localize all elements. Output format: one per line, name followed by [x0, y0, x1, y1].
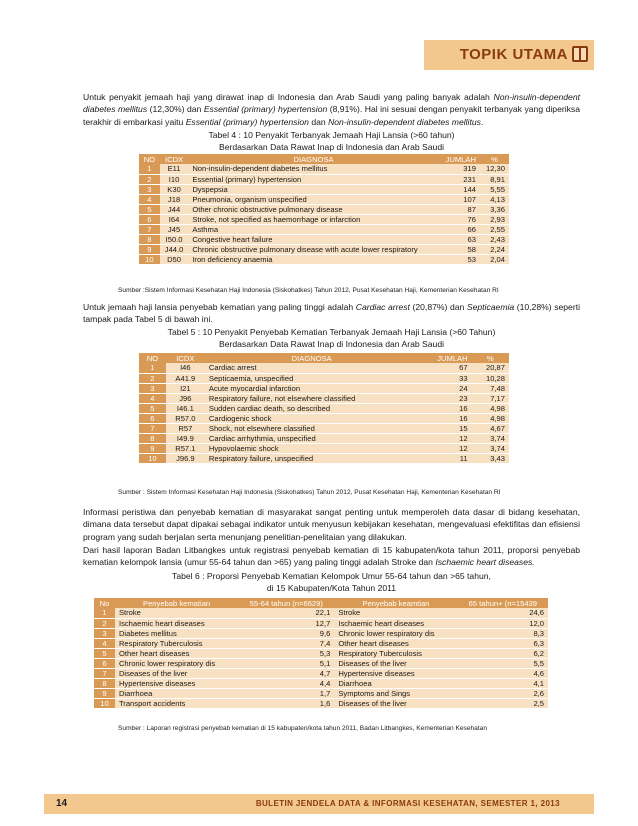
table-cell: 24 — [419, 383, 472, 393]
table-cell: 5,1 — [238, 658, 334, 668]
table-cell: 16 — [419, 413, 472, 423]
table4-header-cell: NO — [139, 154, 160, 164]
table-row — [139, 433, 509, 443]
table-cell: Chronic obstructive pulmonary disease with acute lower respiratory — [188, 244, 438, 254]
table-cell: 9,6 — [238, 628, 334, 638]
table-cell: K30 — [160, 184, 189, 194]
table-cell: 76 — [439, 214, 480, 224]
table-cell: 6 — [139, 214, 160, 224]
table4-header-cell: % — [480, 154, 509, 164]
table-row — [139, 403, 509, 413]
table-cell: 2,43 — [480, 234, 509, 244]
table-cell: J45 — [160, 224, 189, 234]
table-cell: 2,24 — [480, 244, 509, 254]
table6-header-cell: No — [94, 598, 115, 608]
table-cell: 66 — [439, 224, 480, 234]
table6 — [94, 598, 548, 709]
table-cell: I49.9 — [166, 433, 205, 443]
table-row — [139, 393, 509, 403]
table-cell: 3,36 — [480, 204, 509, 214]
table-cell: Asthma — [188, 224, 438, 234]
table-cell: 58 — [439, 244, 480, 254]
table-cell: 4,7 — [238, 668, 334, 678]
table-row — [139, 423, 509, 433]
table-cell: Diabetes mellitus — [115, 628, 238, 638]
table-cell: I21 — [166, 383, 205, 393]
table-cell: Hypertensive diseases — [334, 668, 457, 678]
table5 — [139, 353, 509, 464]
table-row — [139, 164, 509, 174]
paragraph-3: Informasi peristiwa dan penyebab kematian di masyarakat sangat penting untuk memperoleh data dasar di bidang kesehatan, dimana data tersebut dapat dipakai sebagai indikator untuk menyusun kebijakan kesehatan, mengevaluasi efektifitas dan efisiensi program yang sudah berjalan serta menunjang penelitian-penelitaian yang dilakukan. — [83, 507, 580, 542]
table-cell: 5,5 — [458, 658, 548, 668]
table-cell: 6 — [94, 658, 115, 668]
table-cell: 67 — [419, 363, 472, 373]
paragraph-4: Dari hasil laporan Badan Litbangkes untuk registrasi penyebab kematian di 15 kabupaten/kota tahun 2011, proporsi penyebab kematian kelompok lansia (umur 55-64 tahun dan >65) yang paling tinggi adalah Stroke dan Ischaemic heart diseases. — [83, 545, 580, 568]
table-cell: Cardiac arrest — [205, 363, 419, 373]
table-row — [139, 443, 509, 453]
table-cell: R57 — [166, 423, 205, 433]
table-cell: Ischaemic heart diseases — [334, 618, 457, 628]
table-row — [139, 373, 509, 383]
table-cell: I50.0 — [160, 234, 189, 244]
table-cell: Cardiac arrhythmia, unspecified — [205, 433, 419, 443]
table-cell: Diseases of the liver — [334, 698, 457, 708]
table-cell: Respiratory failure, not elsewhere classified — [205, 393, 419, 403]
table-cell: 8,91 — [480, 174, 509, 184]
table5-header-cell: DIAGNOSA — [205, 353, 419, 363]
table-cell: 4,98 — [472, 403, 509, 413]
table-cell: Acute myocardial infarction — [205, 383, 419, 393]
table-cell: Respiratory failure, unspecified — [205, 453, 419, 463]
table-cell: 6,3 — [458, 638, 548, 648]
table6-source: Sumber : Laporan registrasi penyebab kematian di 15 kabupaten/kota tahun 2011, Badan Litbangkes, Kementerian Kesehatan — [118, 725, 488, 732]
table-cell: 2,04 — [480, 254, 509, 264]
table4-header-cell: DIAGNOSA — [188, 154, 438, 164]
table-cell: R57.1 — [166, 443, 205, 453]
table-cell: A41.9 — [166, 373, 205, 383]
table-row — [94, 658, 548, 668]
table-cell: 87 — [439, 204, 480, 214]
table-cell: 23 — [419, 393, 472, 403]
table-cell: 1,7 — [238, 688, 334, 698]
table-cell: 5 — [139, 204, 160, 214]
table-cell: Symptoms and Sings — [334, 688, 457, 698]
table-cell: 1 — [139, 363, 166, 373]
table-cell: 8 — [94, 678, 115, 688]
table-cell: 53 — [439, 254, 480, 264]
table-cell: 4 — [139, 393, 166, 403]
table-row — [94, 628, 548, 638]
table-cell: 319 — [439, 164, 480, 174]
table-cell: 4,13 — [480, 194, 509, 204]
table-cell: 5 — [94, 648, 115, 658]
table6-header-cell: Penyebab keamtian — [334, 598, 457, 608]
table-cell: 2 — [139, 174, 160, 184]
table-cell: Stroke — [115, 608, 238, 618]
table5-header-cell: % — [472, 353, 509, 363]
table-cell: 7 — [94, 668, 115, 678]
table6-caption: Tabel 6 : Proporsi Penyebab Kematian Kelompok Umur 55-64 tahun dan >65 tahun, di 15 Kabupaten/Kota Tahun 2011 — [172, 571, 491, 593]
table-row — [139, 383, 509, 393]
table-row — [139, 224, 509, 234]
table5-caption: Tabel 5 : 10 Penyakit Penyebab Kematian Terbanyak Jemaah Haji Lansia (>60 Tahun) Berdasarkan Data Rawat Inap di Indonesia dan Arab Saudi — [167, 327, 496, 349]
table-cell: 12,30 — [480, 164, 509, 174]
table-cell: 3 — [139, 184, 160, 194]
table-cell: 6,2 — [458, 648, 548, 658]
table-cell: I10 — [160, 174, 189, 184]
section-title: TOPIK UTAMA — [459, 46, 568, 63]
table-row — [139, 174, 509, 184]
table-row — [94, 678, 548, 688]
table-cell: Shock, not elsewhere classified — [205, 423, 419, 433]
table6-header-cell: 65 tahun+ (n=15439 — [458, 598, 548, 608]
table-row — [94, 638, 548, 648]
table-cell: Transport accidents — [115, 698, 238, 708]
table-cell: 4 — [94, 638, 115, 648]
table5-source: Sumber : Sistem Informasi Kesehatan Haji Indonesia (Siskohatkes) Tahun 2012, Pusat Kesehatan Haji, Kementerian Kesehatan RI — [118, 489, 501, 496]
table-cell: 9 — [139, 443, 166, 453]
table-cell: 3,43 — [472, 453, 509, 463]
table-cell: 12,7 — [238, 618, 334, 628]
table-cell: Stroke, not specified as haemorrhage or infarction — [188, 214, 438, 224]
table-cell: 12,0 — [458, 618, 548, 628]
table-cell: I46 — [166, 363, 205, 373]
table-cell: Chronic lower respiratory dis — [334, 628, 457, 638]
table-cell: E11 — [160, 164, 189, 174]
table-cell: 2,93 — [480, 214, 509, 224]
table-row — [139, 194, 509, 204]
table-cell: J44.0 — [160, 244, 189, 254]
table-cell: 10 — [139, 254, 160, 264]
table-cell: J96.9 — [166, 453, 205, 463]
table-cell: 33 — [419, 373, 472, 383]
table-cell: 144 — [439, 184, 480, 194]
table6-header-cell: Penyebab kematian — [115, 598, 238, 608]
table-cell: 16 — [419, 403, 472, 413]
table-cell: 2 — [94, 618, 115, 628]
table-cell: Other heart diseases — [115, 648, 238, 658]
table-row — [139, 214, 509, 224]
table-cell: 4,4 — [238, 678, 334, 688]
table5-header-cell: NO — [139, 353, 166, 363]
table-row — [139, 244, 509, 254]
table-cell: 63 — [439, 234, 480, 244]
table-cell: I64 — [160, 214, 189, 224]
table-cell: 15 — [419, 423, 472, 433]
table-cell: Respiratory Tuberculosis — [334, 648, 457, 658]
table-cell: 4 — [139, 194, 160, 204]
table-cell: 7 — [139, 423, 166, 433]
table-cell: 1 — [94, 608, 115, 618]
table-cell: 7 — [139, 224, 160, 234]
table-cell: 5,55 — [480, 184, 509, 194]
table-cell: Respiratory Tuberculosis — [115, 638, 238, 648]
table5-header-cell: JUMLAH — [419, 353, 472, 363]
table-cell: 3 — [139, 383, 166, 393]
table-cell: 6 — [139, 413, 166, 423]
table4-caption: Tabel 4 : 10 Penyakit Terbanyak Jemaah Haji Lansia (>60 tahun) Berdasarkan Data Rawat Inap di Indonesia dan Arab Saudi — [208, 130, 455, 152]
table-cell: 8 — [139, 433, 166, 443]
table-cell: 2,5 — [458, 698, 548, 708]
table4-header-cell: JUMLAH — [439, 154, 480, 164]
table-cell: 4,1 — [458, 678, 548, 688]
table-cell: 2 — [139, 373, 166, 383]
table-row — [94, 668, 548, 678]
table-cell: J18 — [160, 194, 189, 204]
table-row — [94, 688, 548, 698]
page-number: 14 — [56, 798, 68, 809]
table-cell: Non-insulin-dependent diabetes mellitus — [188, 164, 438, 174]
table-row — [139, 254, 509, 264]
table-cell: 4,67 — [472, 423, 509, 433]
table-cell: 10 — [139, 453, 166, 463]
table-cell: Hypertensive diseases — [115, 678, 238, 688]
table-cell: 231 — [439, 174, 480, 184]
table-cell: 22,1 — [238, 608, 334, 618]
table4-header-cell: ICDX — [160, 154, 189, 164]
table-cell: 11 — [419, 453, 472, 463]
bulletin-title: BULETIN JENDELA DATA & INFORMASI KESEHATAN, SEMESTER 1, 2013 — [255, 799, 560, 808]
table-cell: Other chronic obstructive pulmonary disease — [188, 204, 438, 214]
table-row — [139, 184, 509, 194]
table-cell: Iron deficiency anaemia — [188, 254, 438, 264]
table-cell: 4,98 — [472, 413, 509, 423]
table-cell: Dyspepsia — [188, 184, 438, 194]
top-margin — [0, 0, 638, 40]
table-cell: I46.1 — [166, 403, 205, 413]
table-cell: Congestive heart failure — [188, 234, 438, 244]
table-cell: Hypovolaemic shock — [205, 443, 419, 453]
table-cell: J44 — [160, 204, 189, 214]
table-cell: 7,17 — [472, 393, 509, 403]
table-cell: 1 — [139, 164, 160, 174]
table-cell: J96 — [166, 393, 205, 403]
table-cell: 2,55 — [480, 224, 509, 234]
book-icon — [572, 46, 588, 62]
table-cell: 5 — [139, 403, 166, 413]
table-cell: 107 — [439, 194, 480, 204]
table-cell: Diseases of the liver — [334, 658, 457, 668]
table-cell: 3,74 — [472, 433, 509, 443]
table4-source: Sumber :Sistem Informasi Kesehatan Haji Indonesia (Siskohatkes) Tahun 2012, Pusat Kesehatan Haji, Kementerian Kesehatan RI — [118, 287, 499, 294]
table-cell: 2,6 — [458, 688, 548, 698]
table-cell: 5,3 — [238, 648, 334, 658]
table-row — [94, 648, 548, 658]
table-row — [139, 234, 509, 244]
table-cell: 10 — [94, 698, 115, 708]
table6-header-cell: 55-64 tahun (n=6629) — [238, 598, 334, 608]
table-row — [139, 204, 509, 214]
table5-header-cell: ICDX — [166, 353, 205, 363]
table-cell: Ischaemic heart diseases — [115, 618, 238, 628]
table-cell: R57.0 — [166, 413, 205, 423]
table-cell: 1,6 — [238, 698, 334, 708]
table-cell: 9 — [94, 688, 115, 698]
table-row — [94, 608, 548, 618]
table-cell: Diarrhoea — [334, 678, 457, 688]
table-cell: 8,3 — [458, 628, 548, 638]
table-cell: 10,28 — [472, 373, 509, 383]
intro-paragraph: Untuk penyakit jemaah haji yang dirawat inap di Indonesia dan Arab Saudi yang paling banyak adalah Non-insulin-dependent diabetes mellitus (12,30%) dan Essential (primary) hypertension (8,91%). Hal ini sesuai dengan penyakit terbanyak yang diperiksa terakhir di embarkasi yaitu Essential (primary) hypertension dan Non-insulin-dependent diabetes mellitus. — [83, 92, 581, 127]
table-cell: 20,87 — [472, 363, 509, 373]
table-cell: 9 — [139, 244, 160, 254]
table-row — [139, 413, 509, 423]
table-cell: 7,48 — [472, 383, 509, 393]
table-cell: 3 — [94, 628, 115, 638]
table-cell: Diseases of the liver — [115, 668, 238, 678]
paragraph-2: Untuk jemaah haji lansia penyebab kematian yang paling tinggi adalah Cardiac arrest (20,87%) dan Septicaemia (10,28%) seperti tampak pada Tabel 5 di bawah ini. — [83, 302, 580, 325]
table-cell: 8 — [139, 234, 160, 244]
table-row — [139, 363, 509, 373]
table-row — [94, 698, 548, 708]
table4 — [139, 154, 509, 265]
table-cell: 7,4 — [238, 638, 334, 648]
table-cell: Chronic lower respiratory dis — [115, 658, 238, 668]
table-cell: Essential (primary) hypertension — [188, 174, 438, 184]
table-cell: Sudden cardiac death, so described — [205, 403, 419, 413]
table-cell: Cardiogenic shock — [205, 413, 419, 423]
table-cell: D50 — [160, 254, 189, 264]
table-cell: 24,6 — [458, 608, 548, 618]
table-cell: Other heart diseases — [334, 638, 457, 648]
table-cell: Stroke — [334, 608, 457, 618]
table-cell: Septicaemia, unspecified — [205, 373, 419, 383]
table-row — [139, 453, 509, 463]
table-cell: 12 — [419, 433, 472, 443]
table-cell: 12 — [419, 443, 472, 453]
table-cell: 3,74 — [472, 443, 509, 453]
table-cell: Pneumonia, organism unspecified — [188, 194, 438, 204]
table-cell: Diarrhoea — [115, 688, 238, 698]
table-row — [94, 618, 548, 628]
table-cell: 4,6 — [458, 668, 548, 678]
